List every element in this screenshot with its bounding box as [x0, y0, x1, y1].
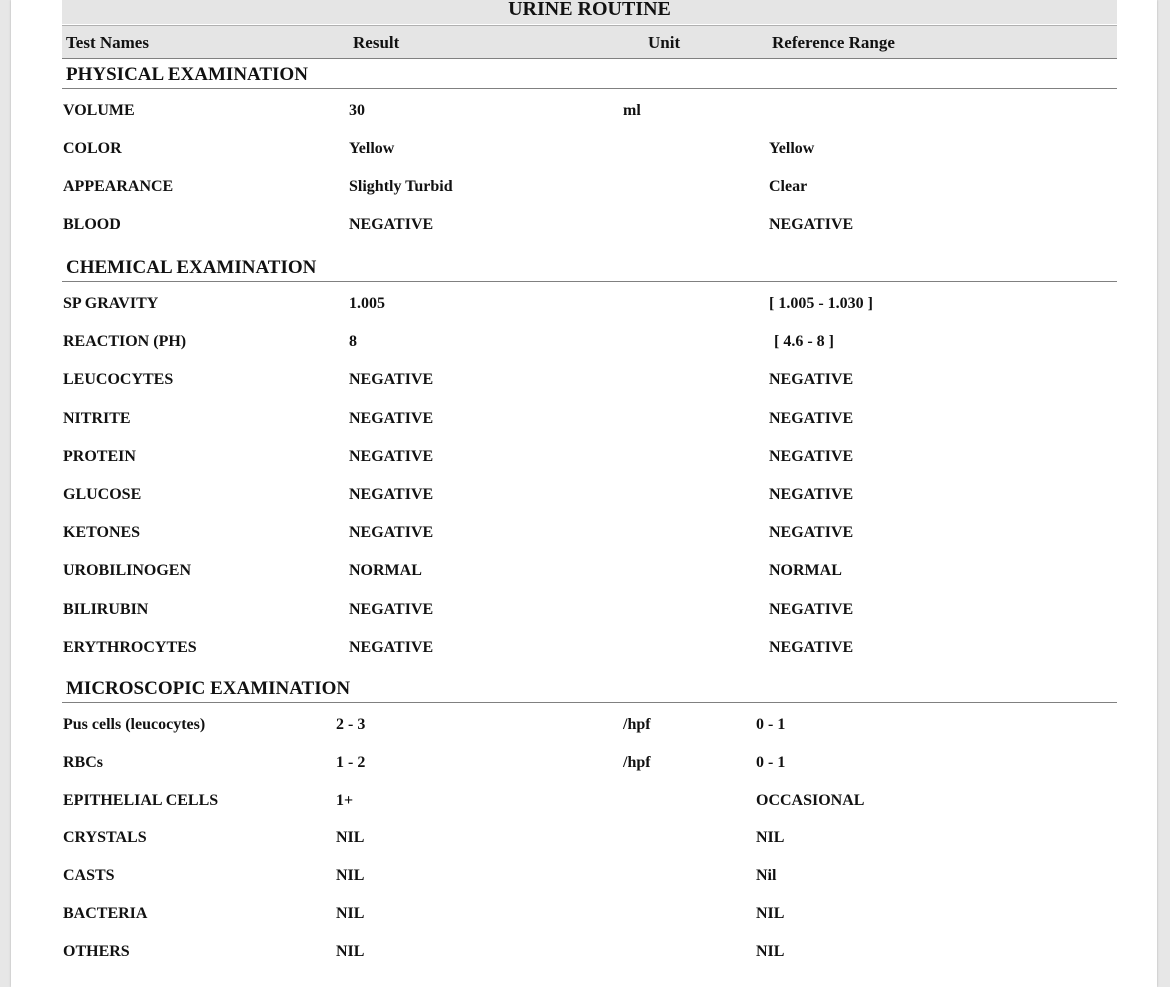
table-row: [63, 716, 1113, 738]
cell-test-name: GLUCOSE: [63, 486, 142, 503]
cell-test-name: COLOR: [63, 140, 122, 157]
cell-result: NIL: [336, 829, 365, 846]
cell-reference: NEGATIVE: [769, 216, 854, 233]
column-header-reference: Reference Range: [772, 33, 895, 52]
section-header: [62, 255, 1117, 282]
cell-result: 1 - 2: [336, 754, 366, 771]
cell-reference: Yellow: [769, 140, 815, 157]
cell-test-name: SP GRAVITY: [63, 295, 159, 312]
cell-reference: NEGATIVE: [769, 524, 854, 541]
table-row: [63, 410, 1113, 432]
cell-test-name: OTHERS: [63, 943, 130, 960]
cell-test-name: CASTS: [63, 867, 115, 884]
section-header: [62, 676, 1117, 703]
cell-test-name: APPEARANCE: [63, 178, 174, 195]
cell-result: NEGATIVE: [349, 524, 434, 541]
cell-test-name: KETONES: [63, 524, 141, 541]
cell-result: Slightly Turbid: [349, 178, 453, 195]
cell-test-name: VOLUME: [63, 102, 135, 119]
cell-result: 1+: [336, 792, 354, 809]
section-title: CHEMICAL EXAMINATION: [66, 257, 317, 278]
table-row: [63, 754, 1113, 776]
cell-result: 8: [349, 333, 357, 350]
table-row: [63, 943, 1113, 965]
table-row: [63, 295, 1113, 317]
column-header-result: Result: [353, 33, 400, 52]
cell-result: Yellow: [349, 140, 395, 157]
cell-result: 2 - 3: [336, 716, 366, 733]
cell-test-name: Pus cells (leucocytes): [63, 716, 206, 733]
cell-reference: NEGATIVE: [769, 410, 854, 427]
cell-result: 30: [349, 102, 365, 119]
table-row: [63, 371, 1113, 393]
table-row: [63, 216, 1113, 238]
cell-result: NEGATIVE: [349, 448, 434, 465]
cell-reference: NEGATIVE: [769, 486, 854, 503]
cell-unit: ml: [623, 102, 641, 119]
cell-result: 1.005: [349, 295, 385, 312]
cell-unit: /hpf: [623, 754, 651, 771]
table-row: [63, 178, 1113, 200]
table-row: [63, 333, 1113, 355]
cell-test-name: CRYSTALS: [63, 829, 147, 846]
cell-reference: NORMAL: [769, 562, 842, 579]
cell-result: NIL: [336, 867, 365, 884]
cell-reference: OCCASIONAL: [756, 792, 865, 809]
table-row: [63, 792, 1113, 814]
cell-test-name: UROBILINOGEN: [63, 562, 192, 579]
table-row: [63, 829, 1113, 851]
cell-reference: NEGATIVE: [769, 371, 854, 388]
cell-result: NEGATIVE: [349, 371, 434, 388]
cell-reference: NIL: [756, 905, 785, 922]
cell-result: NEGATIVE: [349, 601, 434, 618]
column-header-test: Test Names: [66, 33, 149, 52]
table-row: [63, 486, 1113, 508]
cell-reference: NEGATIVE: [769, 448, 854, 465]
cell-test-name: BACTERIA: [63, 905, 148, 922]
cell-result: NEGATIVE: [349, 486, 434, 503]
cell-result: NEGATIVE: [349, 216, 434, 233]
cell-unit: /hpf: [623, 716, 651, 733]
cell-reference: NEGATIVE: [769, 639, 854, 656]
cell-test-name: ERYTHROCYTES: [63, 639, 197, 656]
table-row: [63, 562, 1113, 584]
cell-reference: 0 - 1: [756, 716, 786, 733]
cell-result: NIL: [336, 905, 365, 922]
cell-test-name: EPITHELIAL CELLS: [63, 792, 219, 809]
cell-reference: [ 1.005 - 1.030 ]: [769, 295, 873, 312]
cell-reference: NIL: [756, 943, 785, 960]
section-header: [62, 62, 1117, 89]
table-row: [63, 524, 1113, 546]
report-page: [11, 0, 1157, 987]
cell-reference: NIL: [756, 829, 785, 846]
cell-result: NORMAL: [349, 562, 422, 579]
cell-test-name: NITRITE: [63, 410, 131, 427]
cell-test-name: RBCs: [63, 754, 104, 771]
column-header-unit: Unit: [648, 33, 681, 52]
cell-reference: Nil: [756, 867, 777, 884]
table-row: [63, 867, 1113, 889]
section-title: PHYSICAL EXAMINATION: [66, 64, 308, 85]
cell-result: NIL: [336, 943, 365, 960]
cell-reference: 0 - 1: [756, 754, 786, 771]
cell-test-name: BLOOD: [63, 216, 121, 233]
table-header: [62, 25, 1117, 59]
table-row: [63, 601, 1113, 623]
table-row: [63, 905, 1113, 927]
cell-result: NEGATIVE: [349, 410, 434, 427]
section-title: MICROSCOPIC EXAMINATION: [66, 678, 351, 699]
cell-test-name: REACTION (PH): [63, 333, 187, 350]
table-row: [63, 639, 1113, 661]
cell-result: NEGATIVE: [349, 639, 434, 656]
table-row: [63, 448, 1113, 470]
report-title: URINE ROUTINE: [62, 0, 1117, 24]
table-row: [63, 140, 1113, 162]
cell-test-name: LEUCOCYTES: [63, 371, 174, 388]
cell-reference: NEGATIVE: [769, 601, 854, 618]
cell-reference: [ 4.6 - 8 ]: [774, 333, 834, 350]
cell-test-name: BILIRUBIN: [63, 601, 149, 618]
table-row: [63, 102, 1113, 124]
cell-test-name: PROTEIN: [63, 448, 136, 465]
cell-reference: Clear: [769, 178, 808, 195]
